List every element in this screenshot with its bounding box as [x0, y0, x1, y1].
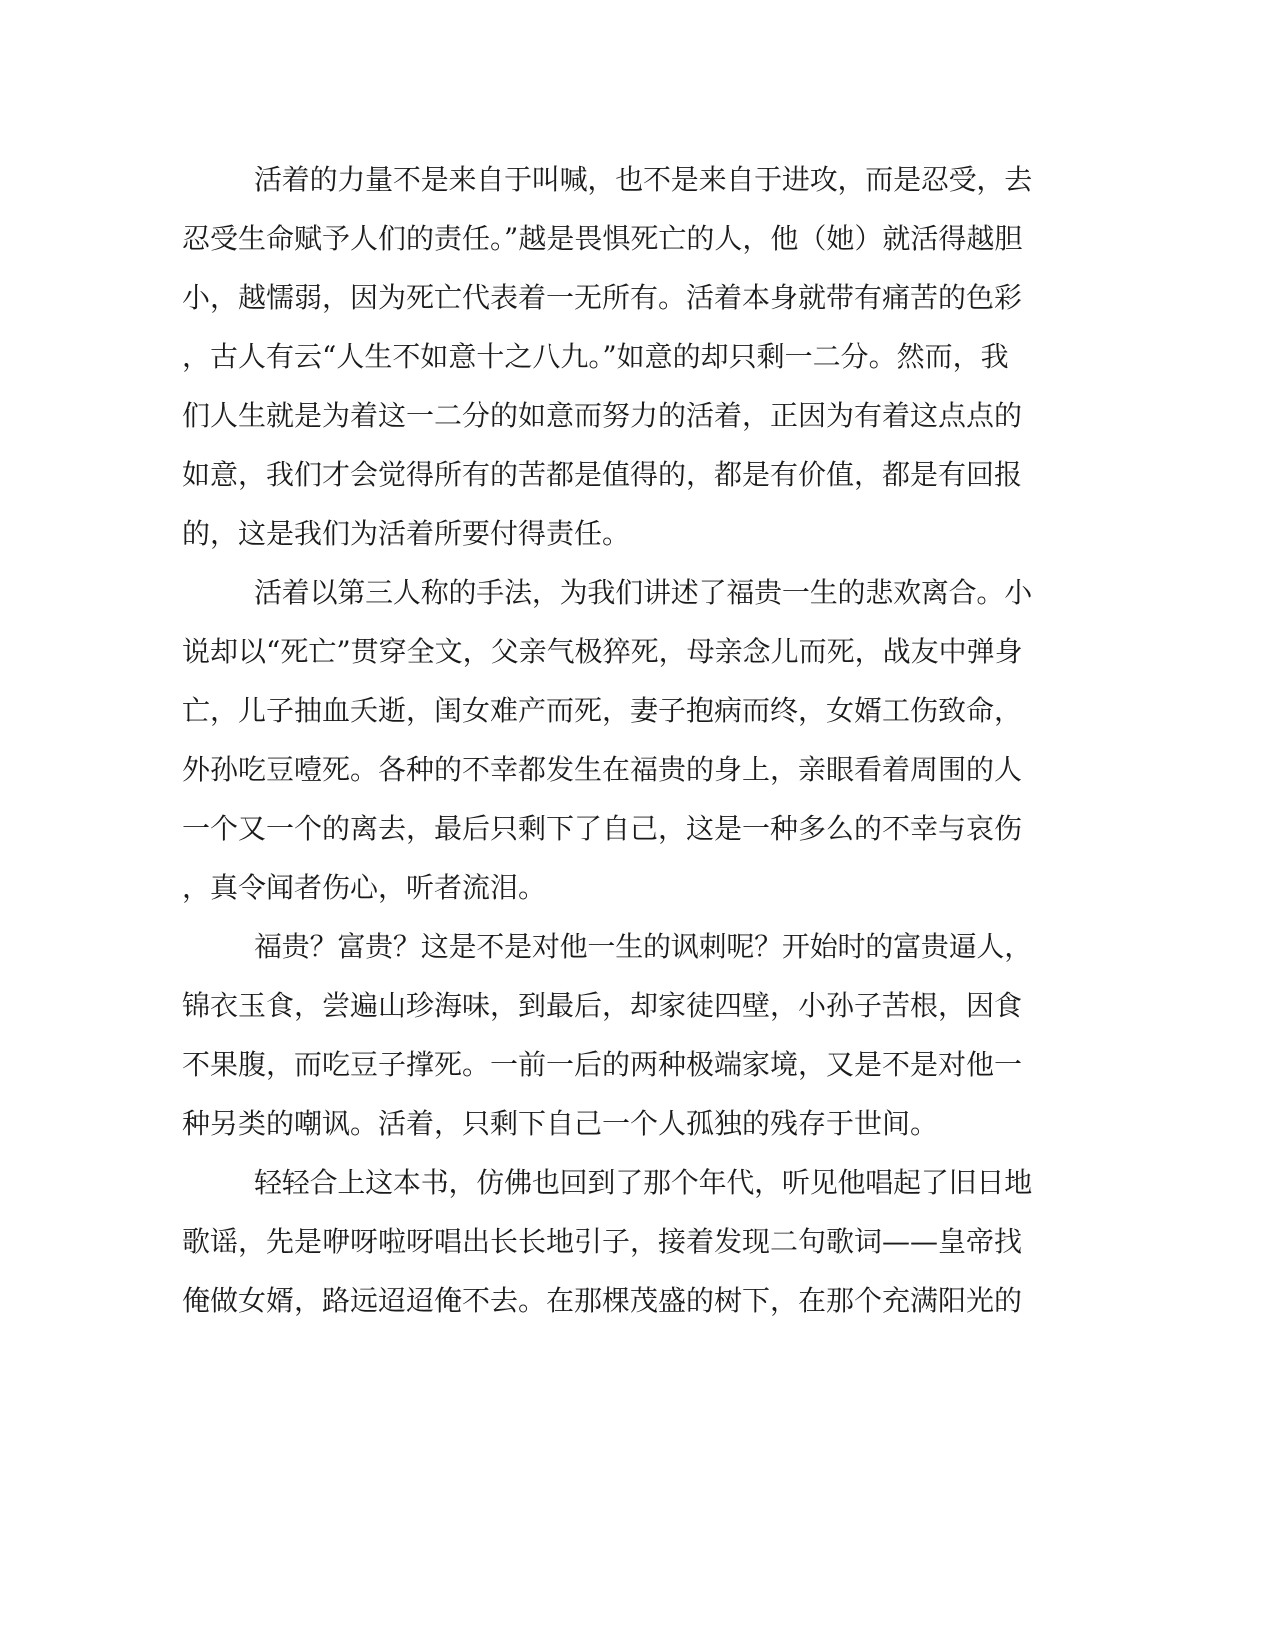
text-line: 说却以“死亡”贯穿全文，父亲气极猝死，母亲念儿而死，战友中弹身	[182, 635, 1023, 668]
body-text	[182, 150, 1032, 1330]
text-line: 外孙吃豆噎死。各种的不幸都发生在福贵的身上，亲眼看着周围的人	[182, 753, 1023, 786]
text-line: 种另类的嘲讽。活着，只剩下自己一个人孤独的残存于世间。	[182, 1107, 939, 1140]
text-line: ，真令闻者伤心，听者流泪。	[182, 871, 547, 904]
paragraph-first-line: 活着以第三人称的手法，为我们讲述了福贵一生的悲欢离合。小	[254, 576, 1033, 609]
paragraph-first-line: 活着的力量不是来自于叫喊，也不是来自于进攻，而是忍受，去	[254, 163, 1033, 196]
text-line: ，古人有云“人生不如意十之八九。”如意的却只剩一二分。然而，我	[182, 340, 1009, 373]
text-line: 歌谣，先是咿呀啦呀唱出长长地引子，接着发现二句歌词——皇帝找	[182, 1225, 1023, 1258]
text-line: 锦衣玉食，尝遍山珍海味，到最后，却家徒四壁，小孙子苦根，因食	[182, 989, 1023, 1022]
text-line: 俺做女婿，路远迢迢俺不去。在那棵茂盛的树下，在那个充满阳光的	[182, 1284, 1023, 1317]
paragraph-first-line: 福贵？富贵？这是不是对他一生的讽刺呢？开始时的富贵逼人，	[254, 930, 1033, 963]
text-line: 一个又一个的离去，最后只剩下了自己，这是一种多么的不幸与哀伤	[182, 812, 1023, 845]
text-line: 们人生就是为着这一二分的如意而努力的活着，正因为有着这点点的	[182, 399, 1023, 432]
text-line: 小，越懦弱，因为死亡代表着一无所有。活着本身就带有痛苦的色彩	[182, 281, 1023, 314]
text-line: 忍受生命赋予人们的责任。”越是畏惧死亡的人，他（她）就活得越胆	[182, 222, 1023, 255]
text-line: 不果腹，而吃豆子撑死。一前一后的两种极端家境，又是不是对他一	[182, 1048, 1023, 1081]
paragraph-first-line: 轻轻合上这本书，仿佛也回到了那个年代，听见他唱起了旧日地	[254, 1166, 1033, 1199]
text-line: 亡，儿子抽血夭逝，闺女难产而死，妻子抱病而终，女婿工伤致命，	[182, 694, 1023, 727]
text-line: 如意，我们才会觉得所有的苦都是值得的，都是有价值，都是有回报	[182, 458, 1023, 491]
text-line: 的，这是我们为活着所要付得责任。	[182, 517, 631, 550]
